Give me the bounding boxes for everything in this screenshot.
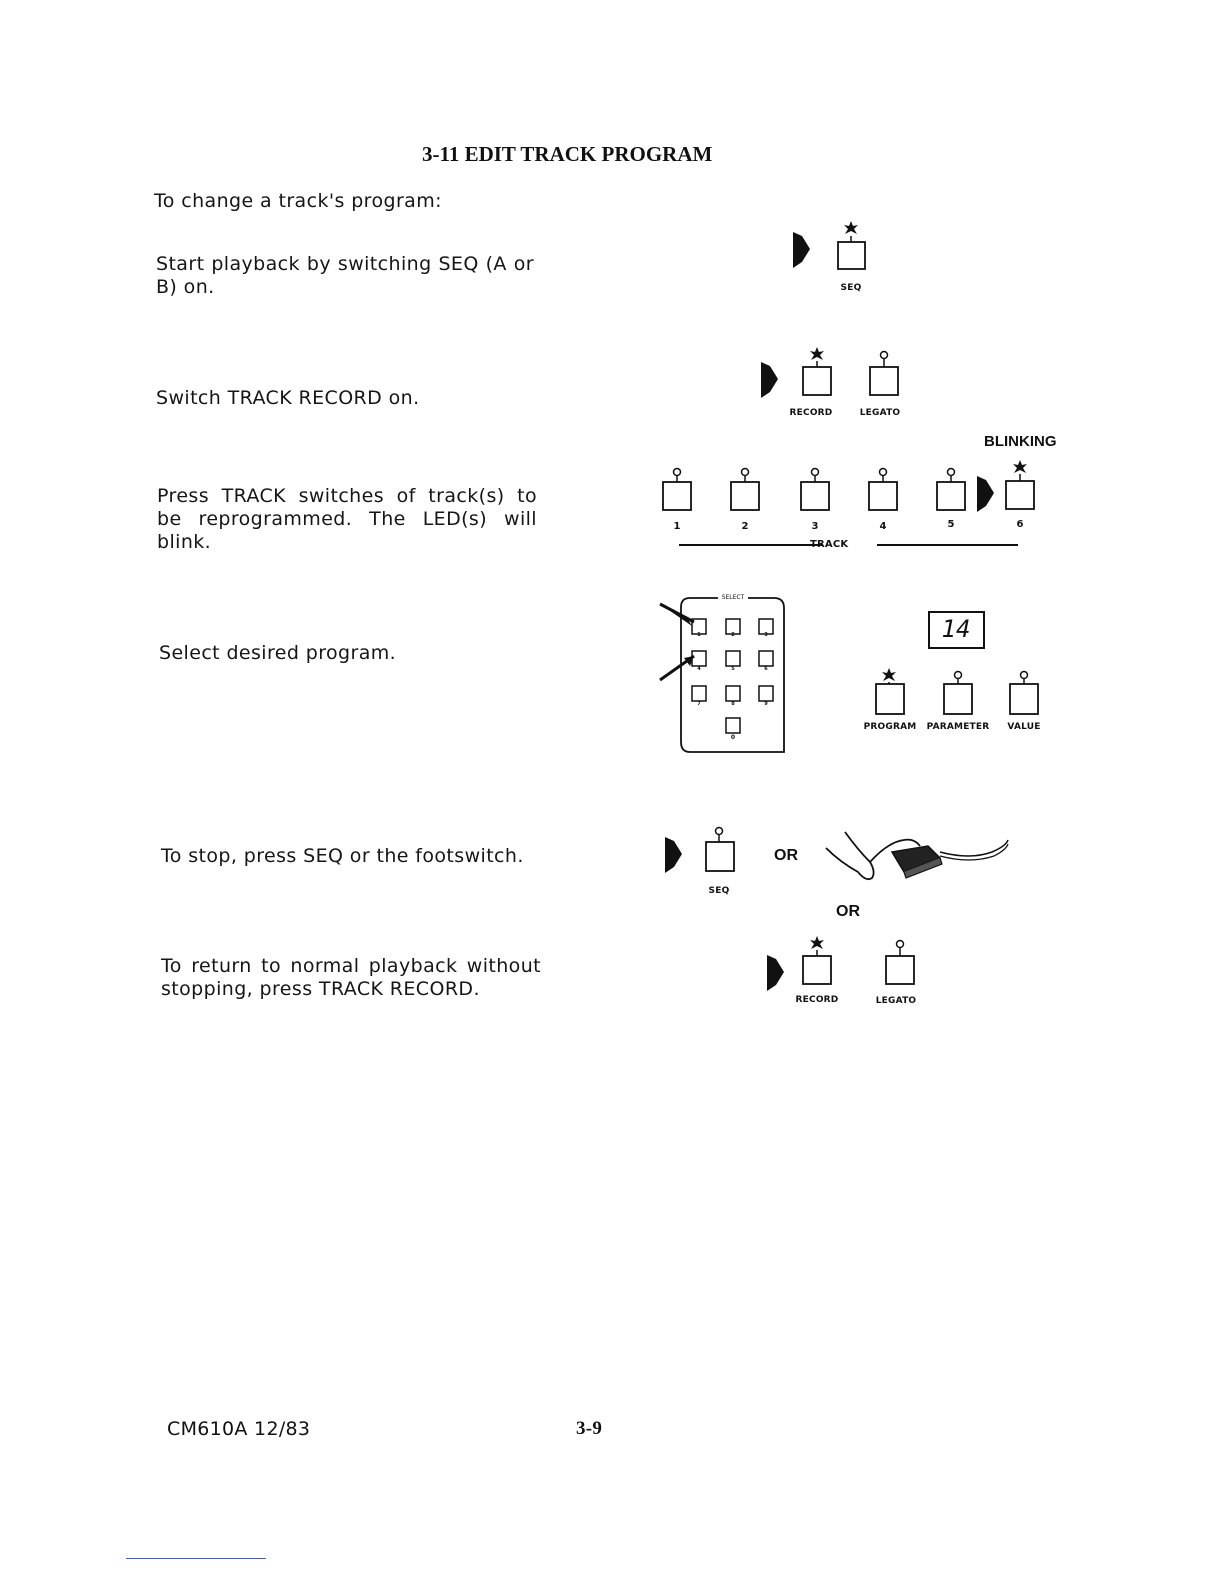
display-digits: 14 xyxy=(941,615,971,643)
label-legato: LEGATO xyxy=(859,408,901,418)
track-switch-1 xyxy=(663,469,691,511)
track-switch-3 xyxy=(801,469,829,511)
fig-track-switches xyxy=(663,460,1034,545)
fig-record-on xyxy=(761,347,898,398)
pointer-arrow-icon xyxy=(767,955,784,991)
pointer-arrow-icon xyxy=(761,362,778,398)
label-seq: SEQ xyxy=(840,283,862,293)
label-or-2: OR xyxy=(836,903,860,920)
step-press-track: Press TRACK switches of track(s) to be reprogrammed. The LED(s) will blink. xyxy=(157,485,537,553)
record-switch xyxy=(803,956,831,984)
track-switch-5 xyxy=(937,469,965,511)
track-switch-6 xyxy=(1006,460,1034,509)
value-switch xyxy=(1010,684,1038,714)
fig-record-return xyxy=(767,936,914,991)
keypad-num-6: 6 xyxy=(764,666,768,672)
keypad-num-3: 3 xyxy=(764,632,768,638)
intro-text: To change a track's program: xyxy=(154,190,442,212)
label-or-1: OR xyxy=(774,847,798,864)
seq-switch xyxy=(706,842,734,871)
footer-doc-id: CM610A 12/83 xyxy=(167,1418,311,1440)
keypad-num-5: 5 xyxy=(731,666,735,672)
legato-switch xyxy=(886,956,914,984)
track-switch-4 xyxy=(869,469,897,511)
track-switch-2 xyxy=(731,469,759,511)
keypad-num-9: 9 xyxy=(764,701,768,707)
legato-switch xyxy=(870,367,898,395)
step-select-program: Select desired program. xyxy=(159,642,397,664)
track-number-5: 5 xyxy=(947,519,955,530)
program-switch xyxy=(876,684,904,714)
page-number: 3-9 xyxy=(576,1418,603,1439)
seq-switch xyxy=(838,242,865,269)
pointer-arrow-icon xyxy=(793,232,810,268)
fig-stop xyxy=(665,828,1008,880)
label-record: RECORD xyxy=(789,408,833,418)
led-on-icon xyxy=(882,668,896,681)
footswitch-icon xyxy=(826,832,1008,879)
step-start-playback: Start playback by switching SEQ (A or B) on. xyxy=(156,253,534,298)
label-record-return: RECORD xyxy=(795,995,839,1005)
pointer-arrow-icon xyxy=(977,476,994,512)
keypad-num-1: 1 xyxy=(697,632,701,638)
led-off-icon xyxy=(881,352,888,359)
track-number-4: 4 xyxy=(879,521,887,532)
led-on-icon xyxy=(810,936,824,949)
label-parameter: PARAMETER xyxy=(926,722,990,732)
footer-rule xyxy=(126,1558,266,1559)
led-blinking-icon xyxy=(1013,460,1027,473)
step-track-record: Switch TRACK RECORD on. xyxy=(156,387,420,409)
track-number-3: 3 xyxy=(811,521,819,532)
label-blinking: BLINKING xyxy=(984,433,1057,450)
parameter-switch xyxy=(944,684,972,714)
step-stop: To stop, press SEQ or the footswitch. xyxy=(161,845,524,867)
step-return: To return to normal playback without stopping, press TRACK RECORD. xyxy=(161,955,541,1000)
track-number-2: 2 xyxy=(741,521,749,532)
label-legato-return: LEGATO xyxy=(875,996,917,1006)
pointer-arrow-icon xyxy=(665,837,682,873)
keypad-num-0: 0 xyxy=(730,734,736,741)
label-program: PROGRAM xyxy=(863,722,917,732)
fig-keypad xyxy=(660,598,784,752)
fig-seq-on xyxy=(793,221,865,269)
record-switch xyxy=(803,367,831,395)
section-title: 3-11 EDIT TRACK PROGRAM xyxy=(422,142,713,166)
track-number-1: 1 xyxy=(673,521,681,532)
led-on-icon xyxy=(810,347,824,360)
label-seq-stop: SEQ xyxy=(708,886,730,896)
label-track: TRACK xyxy=(810,539,849,550)
track-number-6: 6 xyxy=(1016,519,1024,530)
keypad-num-7: 7 xyxy=(697,701,701,707)
keypad-num-8: 8 xyxy=(731,701,735,707)
label-value: VALUE xyxy=(1007,722,1041,732)
keypad-num-2: 2 xyxy=(731,632,735,638)
led-on-icon xyxy=(844,221,858,234)
label-select: SELECT xyxy=(718,594,748,601)
keypad-num-4: 4 xyxy=(697,666,701,672)
